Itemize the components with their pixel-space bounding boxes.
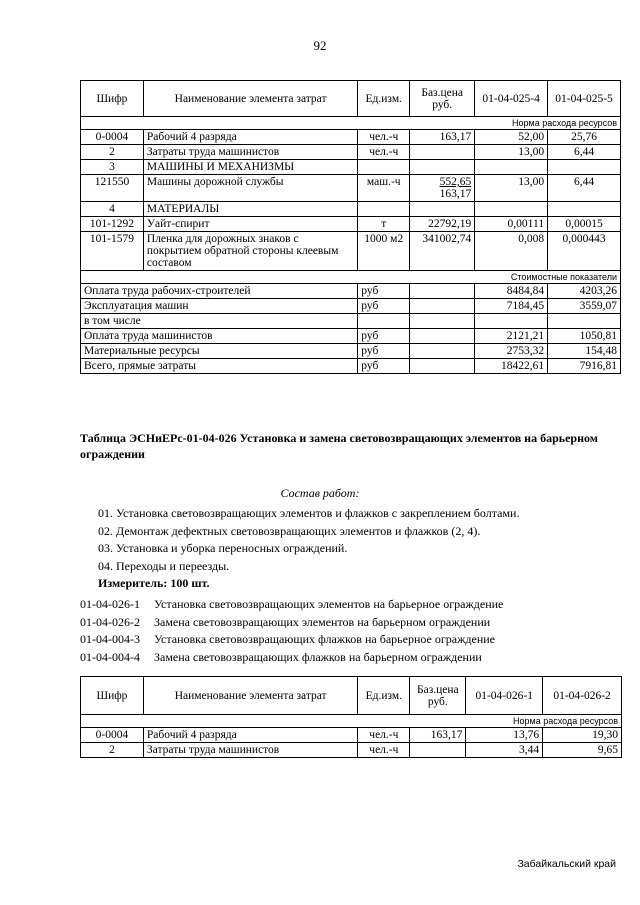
cell-unit: чел.-ч bbox=[358, 743, 410, 758]
header-col-025-5: 01-04-025-5 bbox=[548, 81, 621, 117]
cost-name: Всего, прямые затраты bbox=[81, 359, 358, 374]
section-machines: МАШИНЫ И МЕХАНИЗМЫ bbox=[143, 160, 357, 175]
header-unit: Ед.изм. bbox=[358, 81, 410, 117]
cell-unit: чел.-ч bbox=[358, 728, 410, 743]
cost-value: 2753,32 bbox=[475, 344, 548, 359]
cell-name: Затраты труда машинистов bbox=[143, 145, 357, 160]
cell-code: 101-1579 bbox=[81, 232, 144, 271]
cost-label: Стоимостные показатели bbox=[81, 271, 621, 284]
region-footer: Забайкальский край bbox=[517, 858, 616, 870]
cell-code: 4 bbox=[81, 202, 144, 217]
cost-unit: руб bbox=[358, 284, 410, 299]
list-item: 03. Установка и уборка переносных ограждений. bbox=[98, 541, 348, 555]
composition-label: Состав работ: bbox=[280, 486, 360, 500]
cell-code: 121550 bbox=[81, 175, 144, 202]
cell-name: Рабочий 4 разряда bbox=[143, 728, 357, 743]
cell-name: Пленка для дорожных знаков с покрытием обратной стороны клеевым составом bbox=[143, 232, 357, 271]
cell-value: 0,00111 bbox=[475, 217, 548, 232]
cost-value: 7916,81 bbox=[548, 359, 621, 374]
cell-price bbox=[410, 743, 466, 758]
code-text: Замена световозвращающих флажков на барьерном ограждении bbox=[154, 649, 482, 664]
list-item: 02. Демонтаж дефектных световозвращающих элементов и флажков (2, 4). bbox=[98, 523, 481, 538]
header-name: Наименование элемента затрат bbox=[143, 81, 357, 117]
cell-code: 2 bbox=[81, 743, 144, 758]
cell-name: Рабочий 4 разряда bbox=[143, 130, 357, 145]
cell-unit: т bbox=[358, 217, 410, 232]
cell-value: 25,76 bbox=[548, 130, 621, 145]
code-id: 01-04-026-1 bbox=[80, 597, 140, 611]
header-base-price: Баз.цена руб. bbox=[410, 81, 475, 117]
header-code: Шифр bbox=[81, 677, 144, 715]
cost-name: Эксплуатация машин bbox=[81, 299, 358, 314]
cell-unit: маш.-ч bbox=[358, 175, 410, 202]
norm-label: Норма расхода ресурсов bbox=[81, 715, 622, 728]
cell-value: 13,76 bbox=[466, 728, 543, 743]
cell-value: 0,00015 bbox=[548, 217, 621, 232]
cell-value: 9,65 bbox=[543, 743, 622, 758]
cell-unit: чел.-ч bbox=[358, 130, 410, 145]
code-text: Установка световозвращающих элементов на барьерное ограждение bbox=[154, 597, 504, 611]
cell-value: 6,44 bbox=[548, 175, 621, 202]
work-list bbox=[98, 505, 519, 575]
cell-price: 163,17 bbox=[410, 130, 475, 145]
cell-price: 163,17 bbox=[410, 728, 466, 743]
cost-value: 7184,45 bbox=[475, 299, 548, 314]
cell-value: 13,00 bbox=[475, 145, 548, 160]
norm-label: Норма расхода ресурсов bbox=[81, 117, 621, 130]
header-col-026-2: 01-04-026-2 bbox=[543, 677, 622, 715]
code-item bbox=[80, 596, 503, 614]
cell-code: 0-0004 bbox=[81, 130, 144, 145]
cell-unit: 1000 м2 bbox=[358, 232, 410, 271]
code-id: 01-04-004-4 bbox=[80, 649, 140, 664]
resource-table-026 bbox=[80, 676, 622, 758]
cell-price-second: 163,17 bbox=[439, 188, 472, 200]
cell-price: 22792,19 bbox=[410, 217, 475, 232]
cell-name: Уайт-спирит bbox=[143, 217, 357, 232]
code-item bbox=[80, 631, 503, 649]
cost-value: 3559,07 bbox=[548, 299, 621, 314]
cost-name: Оплата труда рабочих-строителей bbox=[81, 284, 358, 299]
header-col-026-1: 01-04-026-1 bbox=[466, 677, 543, 715]
cell-value: 19,30 bbox=[543, 728, 622, 743]
code-text: Установка световозвращающих флажков на барьерное ограждение bbox=[154, 632, 495, 646]
cell-code: 101-1292 bbox=[81, 217, 144, 232]
resource-table-025 bbox=[80, 80, 621, 374]
code-id: 01-04-004-3 bbox=[80, 632, 140, 646]
header-unit: Ед.изм. bbox=[358, 677, 410, 715]
code-item bbox=[80, 649, 503, 667]
cell-code: 3 bbox=[81, 160, 144, 175]
header-col-025-4: 01-04-025-4 bbox=[475, 81, 548, 117]
cell-name: Машины дорожной службы bbox=[143, 175, 357, 202]
cell-price: 552,65 bbox=[439, 176, 472, 188]
cell-value: 0,008 bbox=[475, 232, 548, 271]
cell-code: 2 bbox=[81, 145, 144, 160]
code-item bbox=[80, 614, 503, 632]
cost-unit: руб bbox=[358, 359, 410, 374]
code-id: 01-04-026-2 bbox=[80, 614, 140, 629]
cost-value: 154,48 bbox=[548, 344, 621, 359]
section-title: Таблица ЭСНиЕРс-01-04-026 Установка и замена световозвращающих элементов на барьерном ограждении bbox=[80, 431, 598, 461]
section-materials: МАТЕРИАЛЫ bbox=[143, 202, 357, 217]
list-item: 01. Установка световозвращающих элементов и флажков с закреплением болтами. bbox=[98, 506, 520, 520]
list-item: 04. Переходы и переезды. bbox=[98, 558, 230, 573]
cell-value: 6,44 bbox=[548, 145, 621, 160]
cell-value: 3,44 bbox=[466, 743, 543, 758]
meter-label: Измеритель: 100 шт. bbox=[98, 576, 210, 590]
cost-name: в том числе bbox=[81, 314, 358, 329]
cell-code: 0-0004 bbox=[81, 728, 144, 743]
cell-price bbox=[410, 145, 475, 160]
cost-value: 1050,81 bbox=[548, 329, 621, 344]
cost-unit: руб bbox=[358, 299, 410, 314]
header-base-price: Баз.цена руб. bbox=[410, 677, 466, 715]
cost-unit: руб bbox=[358, 329, 410, 344]
cost-unit: руб bbox=[358, 344, 410, 359]
cost-value: 4203,26 bbox=[548, 284, 621, 299]
cell-value: 13,00 bbox=[475, 175, 548, 202]
cell-value: 0,000443 bbox=[548, 232, 621, 271]
cell-name: Затраты труда машинистов bbox=[143, 743, 357, 758]
page-number: 92 bbox=[313, 38, 327, 53]
cost-value: 2121,21 bbox=[475, 329, 548, 344]
cost-value: 18422,61 bbox=[475, 359, 548, 374]
cell-value: 52,00 bbox=[475, 130, 548, 145]
code-list bbox=[80, 596, 503, 666]
cell-price: 341002,74 bbox=[410, 232, 475, 271]
cost-name: Оплата труда машинистов bbox=[81, 329, 358, 344]
header-code: Шифр bbox=[81, 81, 144, 117]
code-text: Замена световозвращающих элементов на барьерном ограждении bbox=[154, 614, 491, 629]
cost-name: Материальные ресурсы bbox=[81, 344, 358, 359]
cost-value: 8484,84 bbox=[475, 284, 548, 299]
header-name: Наименование элемента затрат bbox=[143, 677, 357, 715]
cell-unit: чел.-ч bbox=[358, 145, 410, 160]
